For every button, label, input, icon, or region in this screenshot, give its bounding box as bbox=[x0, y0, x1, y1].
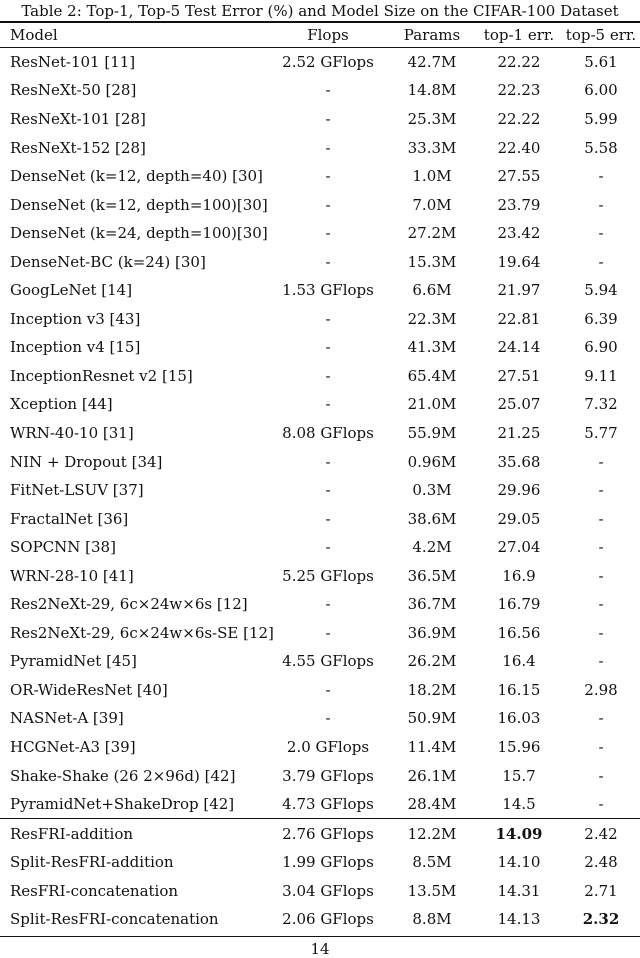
cell-top5: - bbox=[598, 566, 604, 585]
cell-top1: 27.55 bbox=[497, 167, 541, 186]
table-row bbox=[0, 561, 640, 590]
cell-flops: - bbox=[325, 252, 331, 271]
table-row bbox=[0, 504, 640, 533]
table-row bbox=[0, 333, 640, 362]
cell-model: DenseNet-BC (k=24) [30] bbox=[10, 252, 206, 271]
table-row bbox=[0, 419, 640, 448]
cell-flops: - bbox=[325, 109, 331, 128]
table-row bbox=[0, 676, 640, 705]
table-row bbox=[0, 133, 640, 162]
table-header-row bbox=[0, 23, 640, 47]
cell-flops: - bbox=[325, 338, 331, 357]
cell-top1: 22.40 bbox=[497, 138, 541, 157]
cell-top1: 16.15 bbox=[497, 680, 541, 699]
cell-model: Xception [44] bbox=[10, 395, 113, 414]
cell-params: 21.0M bbox=[407, 395, 457, 414]
cell-params: 38.6M bbox=[407, 509, 457, 528]
cell-flops: - bbox=[325, 309, 331, 328]
table-row bbox=[0, 276, 640, 305]
cell-flops: 4.55 GFlops bbox=[282, 652, 374, 671]
cell-params: 25.3M bbox=[407, 109, 457, 128]
cell-flops: - bbox=[325, 195, 331, 214]
cell-flops: - bbox=[325, 395, 331, 414]
cell-flops: - bbox=[325, 680, 331, 699]
cell-params: 42.7M bbox=[407, 52, 457, 71]
cell-params: 0.96M bbox=[407, 452, 457, 471]
table-row bbox=[0, 48, 640, 77]
table-row bbox=[0, 362, 640, 391]
header-top1: top-1 err. bbox=[483, 25, 555, 44]
cell-flops: - bbox=[325, 366, 331, 385]
cell-params: 18.2M bbox=[407, 680, 457, 699]
cell-top5: - bbox=[598, 623, 604, 642]
table-row bbox=[0, 533, 640, 562]
cell-flops: 2.52 GFlops bbox=[282, 52, 374, 71]
cell-top1: 14.09 bbox=[495, 824, 543, 843]
cell-top1: 29.05 bbox=[497, 509, 541, 528]
cell-flops: - bbox=[325, 81, 331, 100]
header-params: Params bbox=[403, 25, 461, 44]
header-model: Model bbox=[10, 25, 58, 44]
cell-top5: 9.11 bbox=[584, 366, 618, 385]
cell-top5: - bbox=[598, 481, 604, 500]
table-row bbox=[0, 447, 640, 476]
proposed-rows bbox=[0, 819, 640, 933]
header-top5: top-5 err. bbox=[565, 25, 637, 44]
cell-top5: - bbox=[598, 452, 604, 471]
cell-params: 36.9M bbox=[407, 623, 457, 642]
cell-params: 6.6M bbox=[412, 281, 452, 300]
cell-top5: 2.48 bbox=[584, 853, 618, 872]
cell-top5: 6.00 bbox=[584, 81, 618, 100]
cell-flops: 1.53 GFlops bbox=[282, 281, 374, 300]
cell-top1: 24.14 bbox=[497, 338, 541, 357]
cell-flops: 2.0 GFlops bbox=[286, 737, 370, 756]
cell-model: ResFRI-addition bbox=[10, 824, 134, 843]
cell-model: Inception v4 [15] bbox=[10, 338, 141, 357]
cell-flops: 3.04 GFlops bbox=[282, 881, 374, 900]
cell-model: InceptionResnet v2 [15] bbox=[10, 366, 193, 385]
table-row bbox=[0, 76, 640, 105]
cell-flops: - bbox=[325, 709, 331, 728]
cell-params: 7.0M bbox=[412, 195, 452, 214]
table-row bbox=[0, 647, 640, 676]
table-row bbox=[0, 761, 640, 790]
cell-top1: 22.81 bbox=[497, 309, 541, 328]
cell-params: 1.0M bbox=[412, 167, 452, 186]
cell-model: ResNet-101 [11] bbox=[10, 52, 136, 71]
cell-top5: 2.71 bbox=[584, 881, 618, 900]
cell-top1: 19.64 bbox=[497, 252, 541, 271]
cell-top5: 6.90 bbox=[584, 338, 618, 357]
cell-flops: 8.08 GFlops bbox=[282, 423, 374, 442]
baseline-rows bbox=[0, 48, 640, 819]
cell-model: DenseNet (k=12, depth=100)[30] bbox=[10, 195, 268, 214]
cell-top5: 2.98 bbox=[584, 680, 618, 699]
cell-model: NIN + Dropout [34] bbox=[10, 452, 163, 471]
cell-flops: 4.73 GFlops bbox=[282, 795, 374, 814]
cell-flops: 3.79 GFlops bbox=[282, 766, 374, 785]
cell-top1: 23.42 bbox=[497, 224, 541, 243]
cell-flops: - bbox=[325, 481, 331, 500]
cell-model: DenseNet (k=24, depth=100)[30] bbox=[10, 224, 268, 243]
cell-top1: 14.10 bbox=[497, 853, 541, 872]
cell-model: Split-ResFRI-addition bbox=[10, 853, 174, 872]
cell-top5: - bbox=[598, 509, 604, 528]
cell-flops: - bbox=[325, 452, 331, 471]
cell-model: DenseNet (k=12, depth=40) [30] bbox=[10, 167, 263, 186]
table-row bbox=[0, 476, 640, 505]
cell-model: ResNeXt-152 [28] bbox=[10, 138, 146, 157]
cell-model: WRN-40-10 [31] bbox=[10, 423, 134, 442]
table-row bbox=[0, 848, 640, 877]
cell-model: NASNet-A [39] bbox=[10, 709, 124, 728]
cell-model: Res2NeXt-29, 6c×24w×6s-SE [12] bbox=[10, 623, 274, 642]
cell-params: 0.3M bbox=[412, 481, 452, 500]
cell-model: FitNet-LSUV [37] bbox=[10, 481, 144, 500]
cell-model: Split-ResFRI-concatenation bbox=[10, 910, 219, 929]
cell-top1: 23.79 bbox=[497, 195, 541, 214]
cell-flops: - bbox=[325, 623, 331, 642]
cell-params: 12.2M bbox=[407, 824, 457, 843]
cell-top1: 22.23 bbox=[497, 81, 541, 100]
table-row bbox=[0, 590, 640, 619]
header-flops: Flops bbox=[307, 25, 349, 44]
table-row bbox=[0, 790, 640, 819]
cell-model: ResNeXt-50 [28] bbox=[10, 81, 137, 100]
cell-params: 22.3M bbox=[407, 309, 457, 328]
cell-top5: 5.77 bbox=[584, 423, 618, 442]
cell-params: 8.5M bbox=[412, 853, 452, 872]
table-row bbox=[0, 305, 640, 334]
cell-params: 11.4M bbox=[407, 737, 457, 756]
cell-top5: 5.58 bbox=[584, 138, 618, 157]
cell-top5: - bbox=[598, 538, 604, 557]
cell-params: 14.8M bbox=[407, 81, 457, 100]
cell-top1: 16.79 bbox=[497, 595, 541, 614]
table-row bbox=[0, 619, 640, 648]
table-row bbox=[0, 819, 640, 848]
cell-flops: - bbox=[325, 138, 331, 157]
cell-params: 65.4M bbox=[407, 366, 457, 385]
cell-params: 8.8M bbox=[412, 910, 452, 929]
cell-model: PyramidNet [45] bbox=[10, 652, 137, 671]
table-row bbox=[0, 190, 640, 219]
cell-params: 41.3M bbox=[407, 338, 457, 357]
cell-model: HCGNet-A3 [39] bbox=[10, 737, 136, 756]
cell-params: 36.5M bbox=[407, 566, 457, 585]
cell-top5: 2.32 bbox=[582, 910, 620, 929]
cell-top5: - bbox=[598, 795, 604, 814]
cell-top5: 6.39 bbox=[584, 309, 618, 328]
cell-top1: 22.22 bbox=[497, 109, 541, 128]
cell-top1: 27.51 bbox=[497, 366, 541, 385]
cell-params: 28.4M bbox=[407, 795, 457, 814]
results-table bbox=[0, 21, 640, 937]
cell-params: 26.1M bbox=[407, 766, 457, 785]
cell-model: WRN-28-10 [41] bbox=[10, 566, 134, 585]
table-row bbox=[0, 247, 640, 276]
cell-top5: - bbox=[598, 737, 604, 756]
table-row bbox=[0, 733, 640, 762]
cell-top5: 5.99 bbox=[584, 109, 618, 128]
cell-model: FractalNet [36] bbox=[10, 509, 129, 528]
cell-top1: 21.97 bbox=[497, 281, 541, 300]
table-row bbox=[0, 219, 640, 248]
table-row bbox=[0, 162, 640, 191]
cell-model: SOPCNN [38] bbox=[10, 538, 116, 557]
page-number: 14 bbox=[310, 940, 330, 958]
cell-flops: - bbox=[325, 595, 331, 614]
cell-top5: 2.42 bbox=[584, 824, 618, 843]
cell-model: PyramidNet+ShakeDrop [42] bbox=[10, 795, 235, 814]
cell-flops: 5.25 GFlops bbox=[282, 566, 374, 585]
table-row bbox=[0, 876, 640, 905]
cell-top1: 22.22 bbox=[497, 52, 541, 71]
cell-top1: 27.04 bbox=[497, 538, 541, 557]
cell-top5: 5.94 bbox=[584, 281, 618, 300]
cell-top5: - bbox=[598, 595, 604, 614]
cell-top5: 7.32 bbox=[584, 395, 618, 414]
cell-top5: - bbox=[598, 766, 604, 785]
cell-top5: - bbox=[598, 224, 604, 243]
cell-params: 27.2M bbox=[407, 224, 457, 243]
cell-top1: 15.96 bbox=[497, 737, 541, 756]
cell-top5: - bbox=[598, 252, 604, 271]
cell-top1: 16.9 bbox=[502, 566, 536, 585]
cell-params: 15.3M bbox=[407, 252, 457, 271]
cell-params: 36.7M bbox=[407, 595, 457, 614]
cell-model: Res2NeXt-29, 6c×24w×6s [12] bbox=[10, 595, 248, 614]
cell-flops: 1.99 GFlops bbox=[282, 853, 374, 872]
cell-top1: 15.7 bbox=[502, 766, 536, 785]
table-caption: Table 2: Top-1, Top-5 Test Error (%) and Model Size on the CIFAR-100 Dataset bbox=[21, 2, 619, 20]
cell-model: GoogLeNet [14] bbox=[10, 281, 133, 300]
cell-top1: 14.5 bbox=[502, 795, 536, 814]
cell-flops: 2.76 GFlops bbox=[282, 824, 374, 843]
cell-flops: - bbox=[325, 509, 331, 528]
table-row bbox=[0, 390, 640, 419]
cell-params: 26.2M bbox=[407, 652, 457, 671]
cell-model: ResFRI-concatenation bbox=[10, 881, 179, 900]
cell-top5: - bbox=[598, 652, 604, 671]
table-row bbox=[0, 704, 640, 733]
cell-model: OR-WideResNet [40] bbox=[10, 680, 168, 699]
table-row bbox=[0, 905, 640, 934]
cell-top5: - bbox=[598, 167, 604, 186]
cell-top1: 25.07 bbox=[497, 395, 541, 414]
cell-top1: 16.03 bbox=[497, 709, 541, 728]
cell-params: 55.9M bbox=[407, 423, 457, 442]
cell-top5: - bbox=[598, 709, 604, 728]
cell-params: 4.2M bbox=[412, 538, 452, 557]
cell-top1: 14.13 bbox=[497, 910, 541, 929]
cell-top1: 16.56 bbox=[497, 623, 541, 642]
cell-model: Shake-Shake (26 2×96d) [42] bbox=[10, 766, 236, 785]
cell-params: 13.5M bbox=[407, 881, 457, 900]
cell-top5: - bbox=[598, 195, 604, 214]
table-row bbox=[0, 105, 640, 134]
cell-top1: 29.96 bbox=[497, 481, 541, 500]
cell-flops: - bbox=[325, 538, 331, 557]
cell-model: ResNeXt-101 [28] bbox=[10, 109, 146, 128]
cell-params: 50.9M bbox=[407, 709, 457, 728]
cell-top5: 5.61 bbox=[584, 52, 618, 71]
cell-top1: 14.31 bbox=[497, 881, 541, 900]
cell-model: Inception v3 [43] bbox=[10, 309, 141, 328]
bottom-rule bbox=[0, 936, 640, 938]
cell-top1: 35.68 bbox=[497, 452, 541, 471]
cell-top1: 21.25 bbox=[497, 423, 541, 442]
cell-top1: 16.4 bbox=[502, 652, 536, 671]
cell-params: 33.3M bbox=[407, 138, 457, 157]
cell-flops: - bbox=[325, 224, 331, 243]
cell-flops: - bbox=[325, 167, 331, 186]
cell-flops: 2.06 GFlops bbox=[282, 910, 374, 929]
